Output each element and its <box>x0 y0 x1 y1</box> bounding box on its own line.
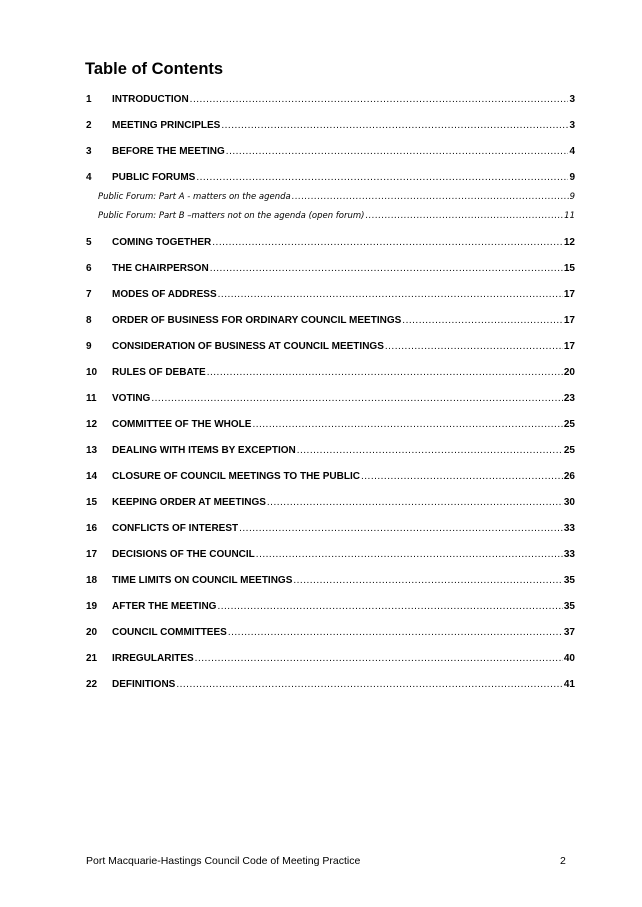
toc-leader-dots <box>402 314 563 328</box>
toc-entry-title: COMING TOGETHER <box>112 237 212 248</box>
toc-entry-number: 15 <box>86 497 98 508</box>
toc-leader-dots <box>210 262 563 276</box>
toc-entry-page: 33 <box>563 549 575 560</box>
toc-entry-page: 35 <box>563 575 575 586</box>
toc-entry-number: 7 <box>86 289 92 300</box>
toc-entry-title: ORDER OF BUSINESS FOR ORDINARY COUNCIL MEETINGS <box>112 315 402 326</box>
toc-leader-dots <box>293 574 563 588</box>
toc-leader-dots <box>297 444 563 458</box>
toc-leader-dots <box>385 340 563 354</box>
toc-leader-dots <box>151 392 563 406</box>
toc-entry-page: 35 <box>563 601 575 612</box>
toc-entry-page: 30 <box>563 497 575 508</box>
toc-subentry-page: 11 <box>564 211 575 221</box>
toc-entry-title: COMMITTEE OF THE WHOLE <box>112 419 252 430</box>
toc-entry-page: 20 <box>563 367 575 378</box>
toc-entry[interactable] <box>86 340 575 354</box>
toc-entry-page: 17 <box>563 289 575 300</box>
page-title: Table of Contents <box>85 60 224 78</box>
toc-entry-title: MEETING PRINCIPLES <box>112 120 221 131</box>
toc-entry-page: 33 <box>563 523 575 534</box>
toc-entry[interactable] <box>86 93 575 107</box>
toc-entry-page: 25 <box>563 419 575 430</box>
toc-subentry[interactable] <box>98 210 575 223</box>
toc-entry-page: 12 <box>563 237 575 248</box>
toc-leader-dots <box>252 418 562 432</box>
toc-entry-number: 12 <box>86 419 98 430</box>
toc-entry-page: 37 <box>563 627 575 638</box>
toc-entry-number: 2 <box>86 120 92 131</box>
toc-entry-number: 20 <box>86 627 98 638</box>
toc-leader-dots <box>239 522 563 536</box>
toc-entry[interactable] <box>86 366 575 380</box>
toc-entry[interactable] <box>86 470 575 484</box>
toc-entry-number: 8 <box>86 315 92 326</box>
toc-subentry[interactable] <box>98 191 575 204</box>
toc-entry-title: COUNCIL COMMITTEES <box>112 627 227 638</box>
toc-entry-number: 1 <box>86 94 92 105</box>
toc-entry[interactable] <box>86 652 575 666</box>
toc-entry[interactable] <box>86 288 575 302</box>
toc-entry-title: MODES OF ADDRESS <box>112 289 217 300</box>
toc-entry[interactable] <box>86 574 575 588</box>
toc-entry-number: 22 <box>86 679 98 690</box>
toc-entry-title: THE CHAIRPERSON <box>112 263 209 274</box>
toc-entry-page: 3 <box>569 94 575 105</box>
toc-entry-title: INTRODUCTION <box>112 94 189 105</box>
footer-page-number: 2 <box>560 855 566 867</box>
toc-entry[interactable] <box>86 444 575 458</box>
toc-entry-title: DEFINITIONS <box>112 679 176 690</box>
toc-entry-title: CLOSURE OF COUNCIL MEETINGS TO THE PUBLIC <box>112 471 360 482</box>
toc-leader-dots <box>267 496 563 510</box>
toc-entry[interactable] <box>86 522 575 536</box>
toc-subentry-title: Public Forum: Part A - matters on the agenda <box>98 192 291 202</box>
toc-entry-number: 17 <box>86 549 98 560</box>
toc-entry-title: AFTER THE MEETING <box>112 601 217 612</box>
toc-entry[interactable] <box>86 678 575 692</box>
toc-entry-number: 4 <box>86 172 92 183</box>
toc-entry-number: 14 <box>86 471 98 482</box>
toc-leader-dots <box>292 191 569 204</box>
toc-entry[interactable] <box>86 119 575 133</box>
toc-leader-dots <box>218 288 563 302</box>
toc-entry-page: 9 <box>569 172 575 183</box>
toc-entry-number: 10 <box>86 367 98 378</box>
toc-entry[interactable] <box>86 600 575 614</box>
toc-leader-dots <box>221 119 568 133</box>
toc-entry-page: 4 <box>569 146 575 157</box>
toc-entry-number: 16 <box>86 523 98 534</box>
toc-entry-number: 19 <box>86 601 98 612</box>
toc-leader-dots <box>196 171 568 185</box>
toc-entry-page: 25 <box>563 445 575 456</box>
toc-entry-title: DECISIONS OF THE COUNCIL <box>112 549 255 560</box>
toc-subentry-title: Public Forum: Part B –matters not on the agenda (open forum) <box>98 211 365 221</box>
toc-entry-title: DEALING WITH ITEMS BY EXCEPTION <box>112 445 296 456</box>
toc-entry-number: 5 <box>86 237 92 248</box>
toc-leader-dots <box>226 145 569 159</box>
toc-entry-title: CONSIDERATION OF BUSINESS AT COUNCIL MEETINGS <box>112 341 384 352</box>
toc-entry[interactable] <box>86 145 575 159</box>
toc-entry[interactable] <box>86 262 575 276</box>
toc-entry[interactable] <box>86 236 575 250</box>
toc-entry[interactable] <box>86 314 575 328</box>
toc-entry-title: CONFLICTS OF INTEREST <box>112 523 239 534</box>
toc-entry-title: TIME LIMITS ON COUNCIL MEETINGS <box>112 575 293 586</box>
toc-entry[interactable] <box>86 392 575 406</box>
toc-leader-dots <box>212 236 563 250</box>
toc-entry-number: 6 <box>86 263 92 274</box>
toc-leader-dots <box>190 93 569 107</box>
toc-leader-dots <box>207 366 563 380</box>
toc-entry-page: 3 <box>569 120 575 131</box>
toc-leader-dots <box>217 600 562 614</box>
toc-entry-title: VOTING <box>112 393 151 404</box>
toc-entry-number: 13 <box>86 445 98 456</box>
toc-entry-title: BEFORE THE MEETING <box>112 146 225 157</box>
toc-entry-title: PUBLIC FORUMS <box>112 172 196 183</box>
toc-leader-dots <box>176 678 563 692</box>
toc-entry-page: 23 <box>563 393 575 404</box>
toc-leader-dots <box>365 210 563 223</box>
toc-leader-dots <box>228 626 563 640</box>
toc-entry[interactable] <box>86 496 575 510</box>
toc-entry-number: 3 <box>86 146 92 157</box>
toc-entry[interactable] <box>86 548 575 562</box>
toc-entry[interactable] <box>86 418 575 432</box>
toc-entry-number: 11 <box>86 393 97 404</box>
toc-entry-page: 40 <box>563 653 575 664</box>
toc-subentry-page: 9 <box>569 192 575 202</box>
toc-entry-number: 21 <box>86 653 98 664</box>
toc-entry[interactable] <box>86 171 575 185</box>
toc-entry-page: 15 <box>563 263 575 274</box>
toc-entry-page: 17 <box>563 315 575 326</box>
toc-leader-dots <box>361 470 563 484</box>
toc-entry-page: 17 <box>563 341 575 352</box>
toc-entry-title: RULES OF DEBATE <box>112 367 206 378</box>
toc-entry-page: 41 <box>563 679 575 690</box>
toc-entry[interactable] <box>86 626 575 640</box>
toc-leader-dots <box>256 548 563 562</box>
toc-entry-title: KEEPING ORDER AT MEETINGS <box>112 497 266 508</box>
toc-entry-number: 18 <box>86 575 98 586</box>
toc-entry-page: 26 <box>563 471 575 482</box>
toc-entry-title: IRREGULARITES <box>112 653 194 664</box>
footer-document-title: Port Macquarie-Hastings Council Code of Meeting Practice <box>86 855 361 867</box>
toc-leader-dots <box>195 652 563 666</box>
toc-entry-number: 9 <box>86 341 92 352</box>
